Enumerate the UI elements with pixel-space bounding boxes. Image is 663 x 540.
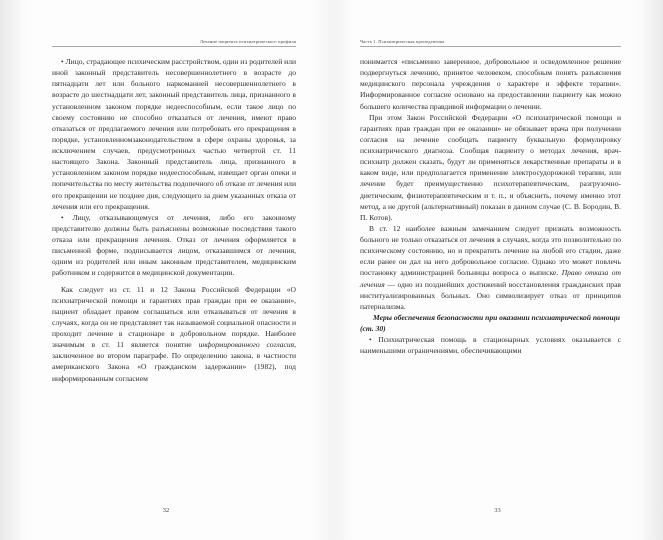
paragraph-text-segment: В ст. 12 наиболее важным замечанием следует признать возможность больного не только отказаться от лечения в случаях, когда это позволительно по психическому состоянию, но и прекратить лечение на любой его стадии, даже если ранее он дал на него добровольное согласие. Однако это может повлечь постановку администрацией больницы вопроса о выписке. — [360, 223, 621, 278]
paragraph: • Лицо, страдающее психическим расстройством, один из родителей или иной законный представитель несовершеннолетнего в возрасте до пятнадцати лет или больного наркоманией несовершеннолетнего в возрасте до шестнадцати лет, законный представитель лица, признанного в установленном законом порядке недееспособным, если такое лицо по своему состоянию не способно отказаться от лечения, имеют право отказаться от предлагаемого лечения или потребовать его прекращения в порядке, установленномзаконодательством в сфере охраны здоровья, за исключением случаев, предусмотренных частью четвертой ст. 11 настоящего Закона. Законный представитель лица, признанного в установленном законом порядке недееспособным, извещает орган опеки и попечительства по месту жительства подопечного об отказе от лечения или его прекращении не позднее дня, следующего за днем указанных отказа от лечения или его прекращения. — [52, 57, 296, 211]
left-page-text-column — [52, 56, 296, 384]
paragraph: При этом Закон Российской Федерации «О психиатрической помощи и гарантиях прав граждан при ее оказании» не обязывает врача при получении согласия на лечение сообщать пациенту буквальную формулировку психиатрического диагноза. Сообщая пациенту о методах лечения, врач-психиатр должен сказать, будут ли применяться лекарственные препараты и в каком виде, или предполагается применение электросудорожной терапии, или лечение будет преимущественно психотерапевтическим, разгрузочно-диетическим, физиотерапевтическим и т. п., и объяснить, почему именно этот метод, а не другой (альтернативный) показан в данном случае (С. В. Бородин, В. П. Котов). — [360, 112, 621, 222]
running-head-right-text: Часть 1. Психиатрическая пропедевтика — [360, 39, 445, 44]
paragraph: • Психиатрическая помощь в стационарных условиях оказывается с наименьшими ограничениями, обеспечивающими — [360, 335, 621, 356]
paragraph-text-segment: — одно из позднейших достижений восстановления гражданских прав институализированных больных. Оно символизирует отказ от принципов патернализма. — [360, 279, 621, 311]
page-number-left: 32 — [162, 507, 170, 514]
paragraph — [52, 284, 296, 384]
paragraph-emphasis: информированного согласия — [198, 340, 295, 350]
running-head-left — [52, 28, 296, 47]
running-head-right — [360, 28, 621, 47]
page-number-right: 33 — [494, 507, 501, 514]
section-heading: Меры обеспечения безопасности при оказании психиатрической помощи (ст. 30) — [360, 312, 620, 333]
right-page-text-column — [360, 56, 621, 356]
paragraph-text-segment: Как следует из ст. 11 и 12 Закона Российской Федерации «О психиатрической помощи и гарантиях прав граждан при ее оказании», пациент обладает правом соглашаться или отказываться от лечения в случаях, когда он не представляет так называемой социальной опасности и проходит лечение в стационаре в добровольном порядке. Наиболее значимым в ст. 11 является понятие — [52, 284, 296, 350]
paragraph-emphasis: Право отказа от лечения — [360, 268, 621, 289]
paragraph — [360, 223, 621, 312]
page-right — [332, 0, 663, 540]
running-head-left-text: Лечение пациента психиатрического профиля — [199, 39, 296, 44]
paragraph: понимается «письменно заверенное, добровольное и осведомленное решение подвергнуться лечению, принятое человеком, способным понять разъяснения медицинского персонала учреждения о характере и эффекте терапии». Информированное согласие основано на предоставлении пациенту как можно большего количества правдивой информации о лечении. — [360, 57, 621, 111]
paragraph: • Лицу, отказывающемуся от лечения, либо его законному представителю должны быть разъяснены возможные последствия такого отказа или прекращения лечения. Отказ от лечения оформляется в письменной форме, подписывается лицом, отказавшимся от лечения, одним из родителей или иным законным представителем, медицинским работником и содержится в медицинской документации. — [52, 212, 296, 278]
paragraph-text-segment: , заключенное во втором параграфе. По определению закона, в частности американского Закона «О гражданском задержании» (1982), под информированным согласием — [52, 340, 296, 383]
